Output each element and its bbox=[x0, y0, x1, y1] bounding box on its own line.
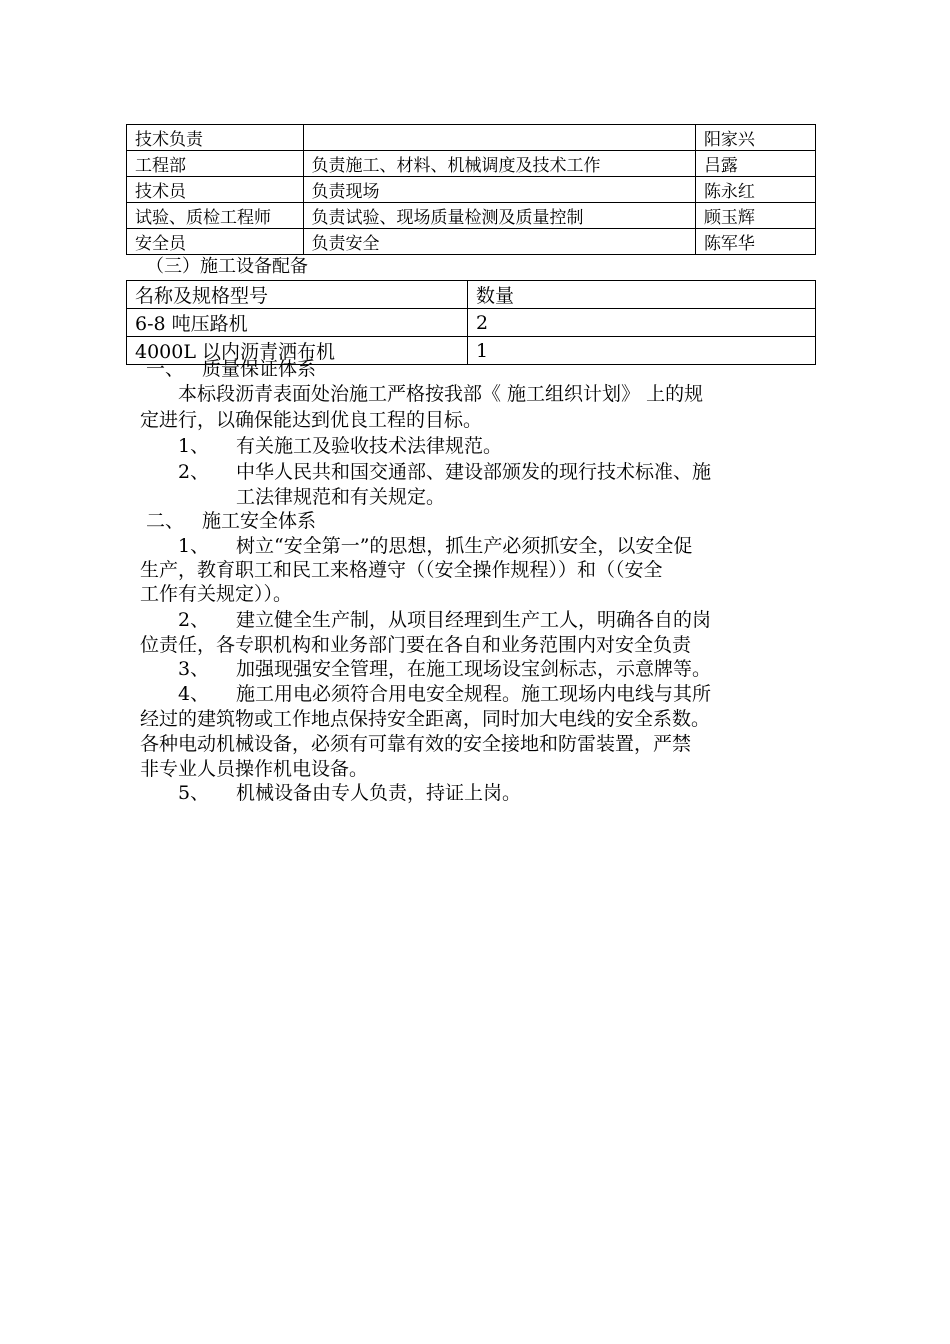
table-cell: 吕露 bbox=[695, 151, 815, 177]
list-item-text: 经过的建筑物或工作地点保持安全距离，同时加大电线的安全系数。 bbox=[140, 708, 711, 730]
list-item-text: 有关施工及验收技术法律规范。 bbox=[236, 435, 503, 457]
equipment-section-heading: （三）施工设备配备 bbox=[146, 256, 308, 277]
table-cell: 负责安全 bbox=[303, 229, 695, 255]
list-item-text: 各种电动机械设备，必须有可靠有效的安全接地和防雷装置，严禁 bbox=[140, 733, 692, 755]
table-cell: 试验、质检工程师 bbox=[127, 203, 304, 229]
table-row bbox=[127, 309, 816, 337]
table-cell: 负责施工、材料、机械调度及技术工作 bbox=[303, 151, 695, 177]
list-number: 3、 bbox=[178, 658, 210, 680]
list-item-text: 中华人民共和国交通部、建设部颁发的现行技术标准、施 bbox=[236, 461, 712, 483]
paragraph-line: 定进行，以确保能达到优良工程的目标。 bbox=[140, 409, 483, 431]
section-number: 二、 bbox=[146, 510, 185, 532]
table-row bbox=[127, 229, 816, 255]
table-cell: 负责现场 bbox=[303, 177, 695, 203]
table-cell bbox=[303, 125, 695, 151]
list-item-text: 施工用电必须符合用电安全规程。施工现场内电线与其所 bbox=[236, 683, 712, 705]
table-cell: 陈永红 bbox=[695, 177, 815, 203]
list-item-text: 树立“安全第一”的思想，抓生产必须抓安全，以安全促 bbox=[236, 535, 693, 557]
table-cell: 安全员 bbox=[127, 229, 304, 255]
list-item-text: 位责任，各专职机构和业务部门要在各自和业务范围内对安全负责 bbox=[140, 634, 692, 656]
table-header-row bbox=[127, 281, 816, 309]
list-item-text: 生产，教育职工和民工来格遵守（（安全操作规程））和（（安全 bbox=[140, 559, 663, 581]
table-header-cell: 名称及规格型号 bbox=[127, 281, 468, 309]
table-cell: 陈军华 bbox=[695, 229, 815, 255]
table-cell: 负责试验、现场质量检测及质量控制 bbox=[303, 203, 695, 229]
table-cell: 6-8 吨压路机 bbox=[127, 309, 468, 337]
paragraph-line: 本标段沥青表面处治施工严格按我部《 施工组织计划》 上的规 bbox=[178, 383, 704, 405]
table-cell: 4000L 以内沥青洒布机 bbox=[127, 337, 468, 365]
list-number: 4、 bbox=[178, 683, 210, 705]
list-number: 5、 bbox=[178, 782, 210, 804]
table-cell: 工程部 bbox=[127, 151, 304, 177]
table-row bbox=[127, 203, 816, 229]
list-item-text: 机械设备由专人负责，持证上岗。 bbox=[236, 782, 522, 804]
list-number: 2、 bbox=[178, 461, 210, 483]
list-item-text: 建立健全生产制，从项目经理到生产工人，明确各自的岗 bbox=[236, 609, 712, 631]
list-number: 2、 bbox=[178, 609, 210, 631]
section-number: 一、 bbox=[146, 358, 185, 380]
table-row bbox=[127, 177, 816, 203]
list-number: 1、 bbox=[178, 435, 210, 457]
list-number: 1、 bbox=[178, 535, 210, 557]
table-cell: 阳家兴 bbox=[695, 125, 815, 151]
table-cell: 2 bbox=[468, 309, 816, 337]
section-heading: 施工安全体系 bbox=[202, 510, 317, 532]
list-item-text: 工作有关规定））。 bbox=[140, 583, 293, 605]
table-row bbox=[127, 151, 816, 177]
list-item-text: 工法律规范和有关规定。 bbox=[236, 486, 446, 508]
table-cell: 技术负责 bbox=[127, 125, 304, 151]
list-item-text: 加强现强安全管理，在施工现场设宝剑标志，示意牌等。 bbox=[236, 658, 712, 680]
staff-responsibility-table bbox=[126, 124, 816, 255]
table-cell: 技术员 bbox=[127, 177, 304, 203]
table-row bbox=[127, 125, 816, 151]
table-header-cell: 数量 bbox=[468, 281, 816, 309]
section-heading: 质量保证体系 bbox=[202, 358, 317, 380]
equipment-table bbox=[126, 280, 816, 365]
table-cell: 1 bbox=[468, 337, 816, 365]
table-cell: 顾玉辉 bbox=[695, 203, 815, 229]
list-item-text: 非专业人员操作机电设备。 bbox=[140, 758, 369, 780]
